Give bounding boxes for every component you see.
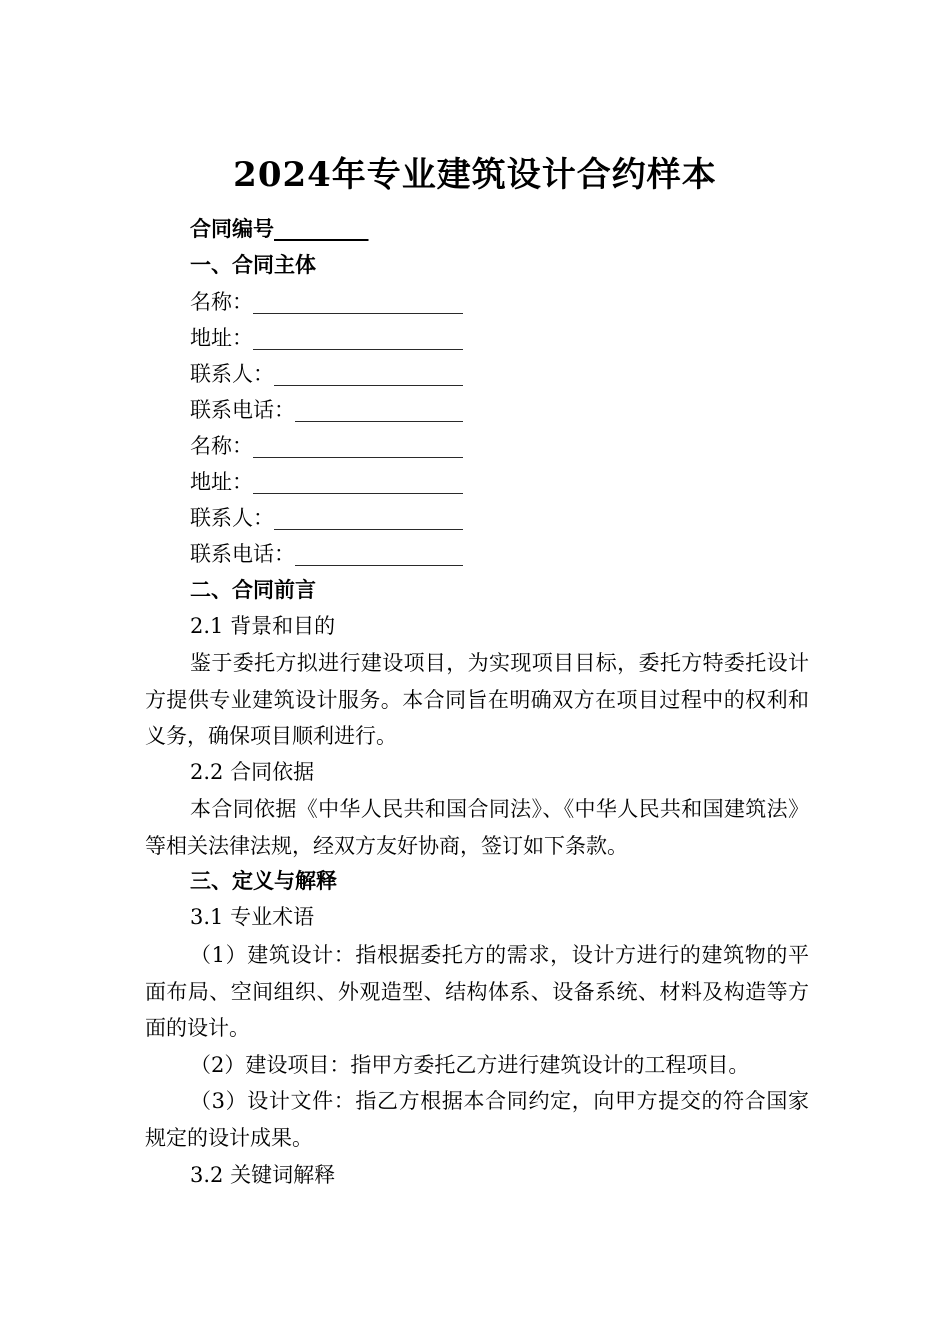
party-a-phone-field: 联系电话：________________	[190, 398, 463, 422]
party-a-address-field: 地址：____________________	[190, 326, 463, 350]
term-architectural-design: （1）建筑设计：指根据委托方的需求，设计方进行的建筑物的平面布局、空间组织、外观造型、结构体系、设备系统、材料及构造等方面的设计。	[145, 943, 809, 1040]
term-construction-project: （2）建设项目：指甲方委托乙方进行建筑设计的工程项目。	[190, 1053, 750, 1077]
term-design-documents: （3）设计文件：指乙方根据本合同约定，向甲方提交的符合国家规定的设计成果。	[145, 1089, 809, 1150]
party-b-name-field: 名称：____________________	[190, 434, 463, 458]
paragraph-basis: 本合同依据《中华人民共和国合同法》、《中华人民共和国建筑法》等相关法律法规，经双方友好协商，签订如下条款。	[145, 797, 809, 858]
section-heading-definitions: 三、定义与解释	[190, 868, 337, 893]
document-title: 2024年专业建筑设计合约样本	[233, 155, 717, 195]
section-heading-preamble: 二、合同前言	[190, 577, 316, 602]
subsection-title-basis: 2.2 合同依据	[190, 760, 315, 784]
paragraph-background: 鉴于委托方拟进行建设项目，为实现项目目标，委托方特委托设计方提供专业建筑设计服务。本合同旨在明确双方在项目过程中的权利和义务，确保项目顺利进行。	[145, 651, 809, 748]
subsection-title-terms: 3.1 专业术语	[190, 905, 315, 929]
party-a-contact-field: 联系人：__________________	[190, 362, 463, 386]
subsection-title-background: 2.1 背景和目的	[190, 614, 336, 638]
subsection-title-keywords: 3.2 关键词解释	[190, 1163, 336, 1187]
party-a-name-field: 名称：____________________	[190, 290, 463, 314]
contract-number-field: 合同编号_________	[190, 216, 369, 241]
party-b-contact-field: 联系人：__________________	[190, 506, 463, 530]
section-heading-parties: 一、合同主体	[190, 252, 316, 277]
party-b-address-field: 地址：____________________	[190, 470, 463, 494]
party-b-phone-field: 联系电话：________________	[190, 542, 463, 566]
